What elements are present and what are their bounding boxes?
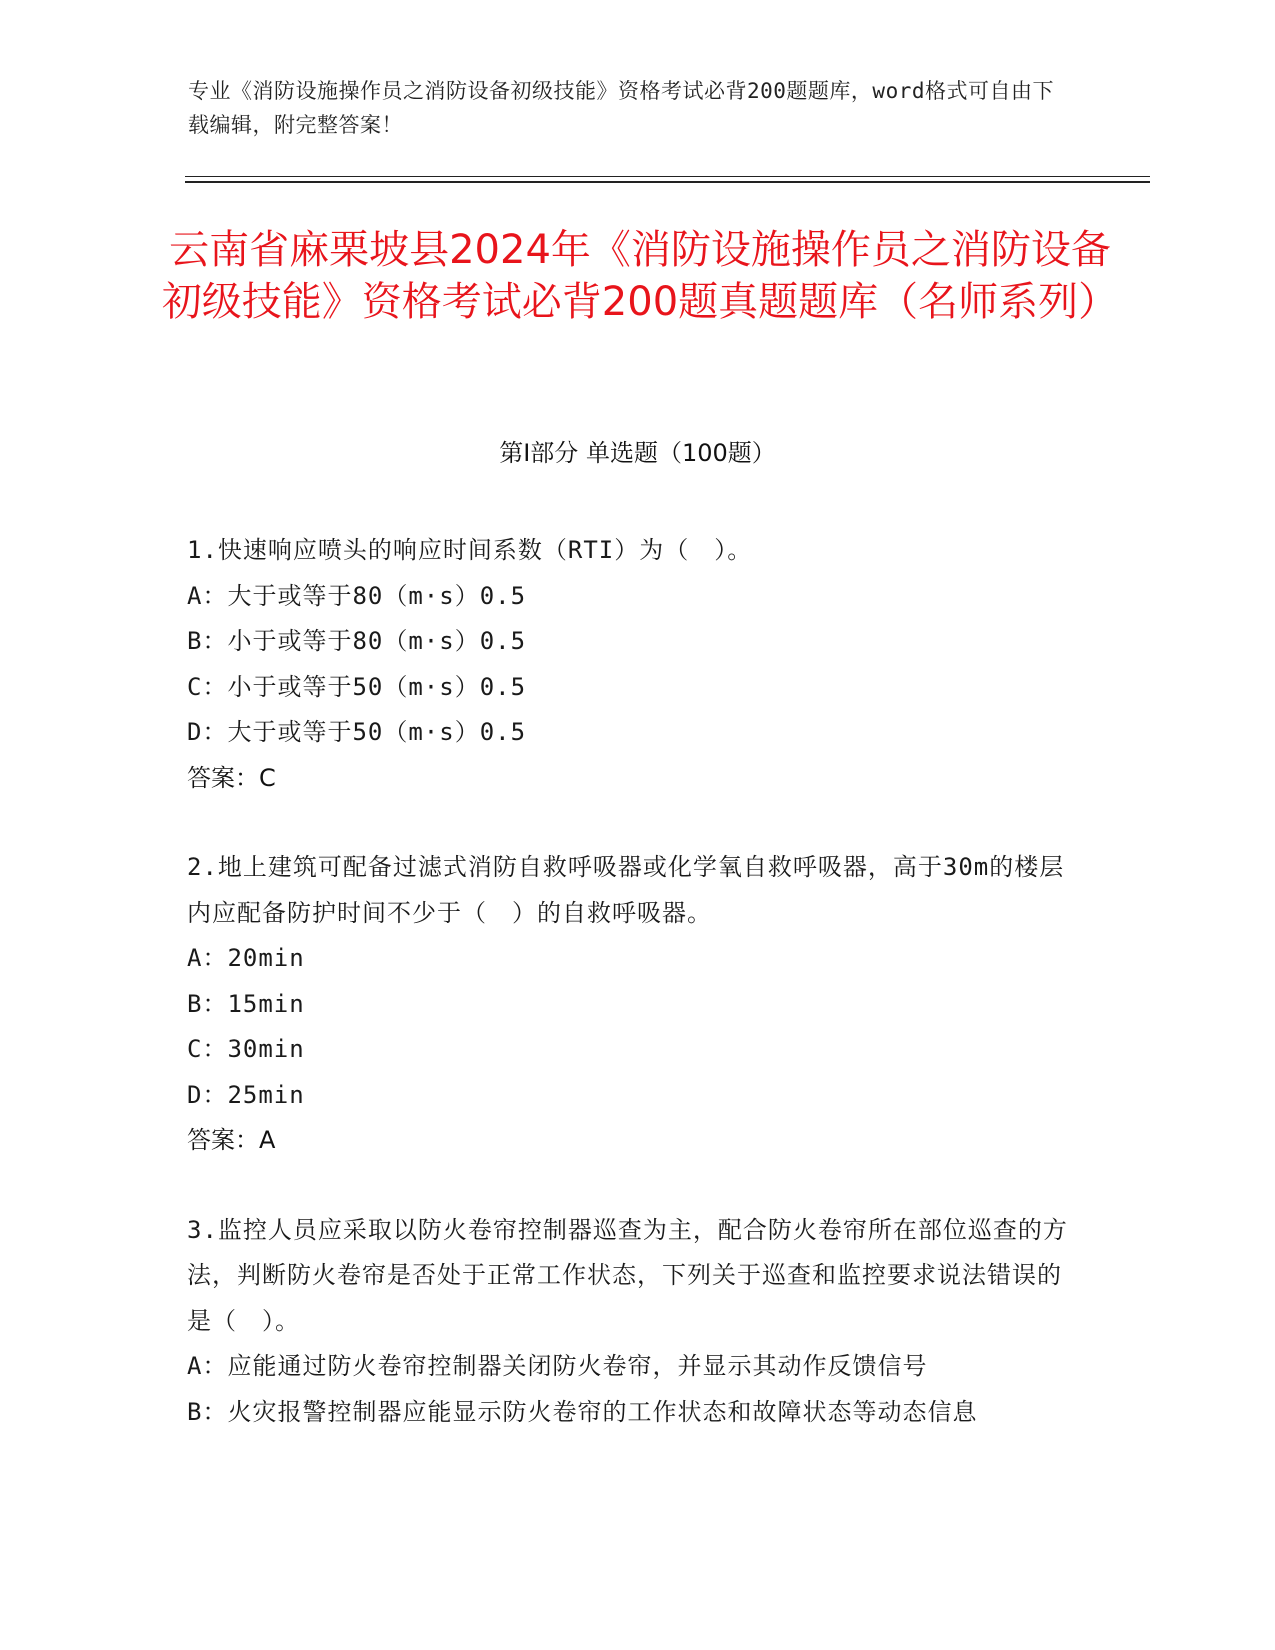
- question-stem: 2.地上建筑可配备过滤式消防自救呼吸器或化学氧自救呼吸器，高于30m的楼层内应配备防护时间不少于（ ）的自救呼吸器。: [187, 853, 1065, 927]
- option-a: A：大于或等于80（m·s）0.5: [187, 581, 527, 610]
- question-stem: 3.监控人员应采取以防火卷帘控制器巡查为主，配合防火卷帘所在部位巡查的方法，判断防火卷帘是否处于正常工作状态，下列关于巡查和监控要求说法错误的是（ ）。: [187, 1215, 1068, 1335]
- question-spacer: [187, 1164, 1077, 1208]
- question-3: [187, 1208, 1077, 1436]
- option-c: C：30min: [187, 1035, 305, 1063]
- header-note: 专业《消防设施操作员之消防设备初级技能》资格考试必背200题题库，word格式可自由下载编辑，附完整答案！: [188, 79, 1054, 137]
- option-b: B：15min: [187, 989, 305, 1018]
- answer: 答案：C: [187, 763, 276, 792]
- question-spacer: [187, 801, 1077, 845]
- document-title: 云南省麻栗坡县2024年《消防设施操作员之消防设备初级技能》资格考试必背200题真题题库（名师系列）: [161, 227, 1119, 325]
- section-title: 第I部分 单选题（100题）: [499, 439, 776, 467]
- option-d: D：25min: [187, 1080, 305, 1109]
- option-c: C：小于或等于50（m·s）0.5: [187, 672, 527, 701]
- option-a: A：20min: [187, 944, 305, 972]
- question-1: [187, 528, 1077, 801]
- option-b: B：火灾报警控制器应能显示防火卷帘的工作状态和故障状态等动态信息: [187, 1397, 978, 1426]
- option-d: D：大于或等于50（m·s）0.5: [187, 718, 527, 746]
- option-b: B：小于或等于80（m·s）0.5: [187, 627, 527, 655]
- header-divider-thick: [185, 181, 1150, 183]
- question-2: [187, 845, 1077, 1164]
- question-list: [187, 528, 1077, 1435]
- option-a: A：应能通过防火卷帘控制器关闭防火卷帘，并显示其动作反馈信号: [187, 1352, 928, 1380]
- answer: 答案：A: [187, 1126, 276, 1154]
- question-stem: 1.快速响应喷头的响应时间系数（RTI）为（ ）。: [187, 536, 753, 564]
- header-divider-thin: [185, 176, 1150, 177]
